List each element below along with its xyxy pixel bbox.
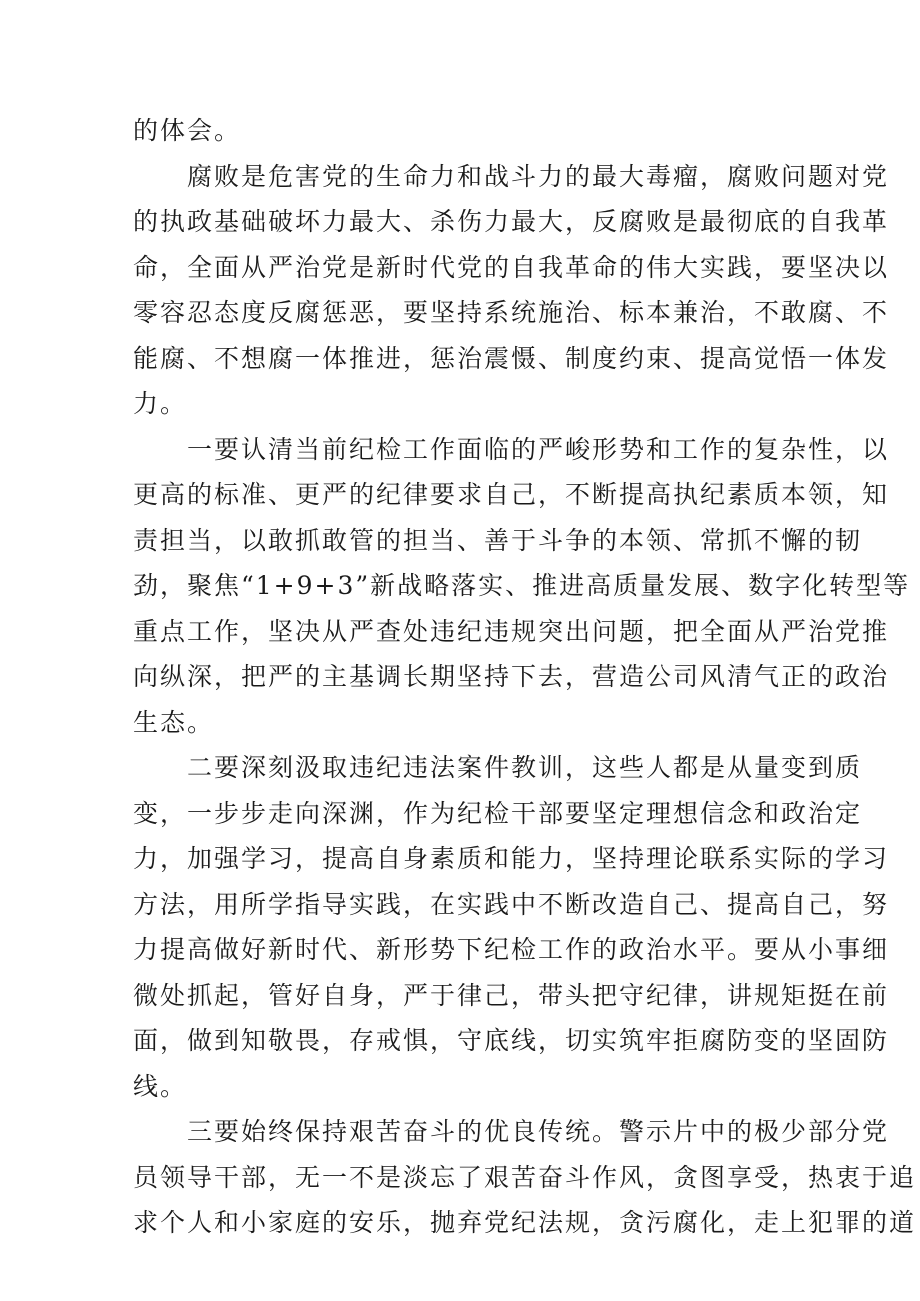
text-line: 方法，用所学指导实践，在实践中不断改造自己、提高自己，努 [133, 889, 890, 919]
text-line: 重点工作，坚决从严查处违纪违规突出问题，把全面从严治党推 [133, 616, 890, 646]
text-line: 生态。 [133, 707, 215, 737]
text-line: 面，做到知敬畏，存戒惧，守底线，切实筑牢拒腐防变的坚固防 [133, 1026, 890, 1055]
text-line: 微处抓起，管好自身，严于律己，带头把守纪律，讲规矩挺在前 [133, 980, 890, 1010]
paragraph-point-three [133, 1109, 917, 1246]
paragraph-point-two [133, 745, 890, 1109]
text-line: 力，加强学习，提高自身素质和能力，坚持理论联系实际的学习 [133, 844, 890, 873]
text-line: 向纵深，把严的主基调长期坚持下去，营造公司风清气正的政治 [133, 662, 890, 691]
text-line: 员领导干部，无一不是淡忘了艰苦奋斗作风，贪图享受，热衷于追 [133, 1162, 917, 1192]
text-line: 线。 [133, 1071, 188, 1101]
text-line: 的执政基础破坏力最大、杀伤力最大，反腐败是最彻底的自我革 [133, 207, 890, 236]
text-line: 责担当，以敢抓敢管的担当、善于斗争的本领、常抓不懈的韧 [133, 525, 863, 555]
document-body [133, 108, 917, 1246]
paragraph-corruption [133, 154, 890, 427]
text-line: 的体会。 [133, 116, 242, 145]
text-line: 二要深刻汲取违纪违法案件教训，这些人都是从量变到质 [133, 753, 863, 782]
text-line: 更高的标准、更严的纪律要求自己，不断提高执纪素质本领，知 [133, 480, 890, 509]
text-line: 命，全面从严治党是新时代党的自我革命的伟大实践，要坚决以 [133, 252, 890, 282]
text-line: 三要始终保持艰苦奋斗的优良传统。警示片中的极少部分党 [133, 1117, 890, 1146]
text-line: 变，一步步走向深渊，作为纪检干部要坚定理想信念和政治定 [133, 798, 863, 828]
text-line: 零容忍态度反腐惩恶，要坚持系统施治、标本兼治，不敢腐、不 [133, 298, 890, 327]
text-line: 劲，聚焦“1+9+3”新战略落实、推进高质量发展、数字化转型等 [133, 571, 911, 600]
text-line: 一要认清当前纪检工作面临的严峻形势和工作的复杂性，以 [133, 434, 890, 464]
paragraph-point-one [133, 427, 911, 746]
text-line: 能腐、不想腐一体推进，惩治震慑、制度约束、提高觉悟一体发 [133, 343, 890, 373]
text-line: 力提高做好新时代、新形势下纪检工作的政治水平。要从小事细 [133, 935, 890, 964]
text-line: 求个人和小家庭的安乐，抛弃党纪法规，贪污腐化，走上犯罪的道 [133, 1208, 917, 1237]
text-line: 腐败是危害党的生命力和战斗力的最大毒瘤，腐败问题对党 [133, 161, 890, 191]
paragraph-continuation [133, 108, 793, 154]
text-line: 力。 [133, 389, 188, 418]
